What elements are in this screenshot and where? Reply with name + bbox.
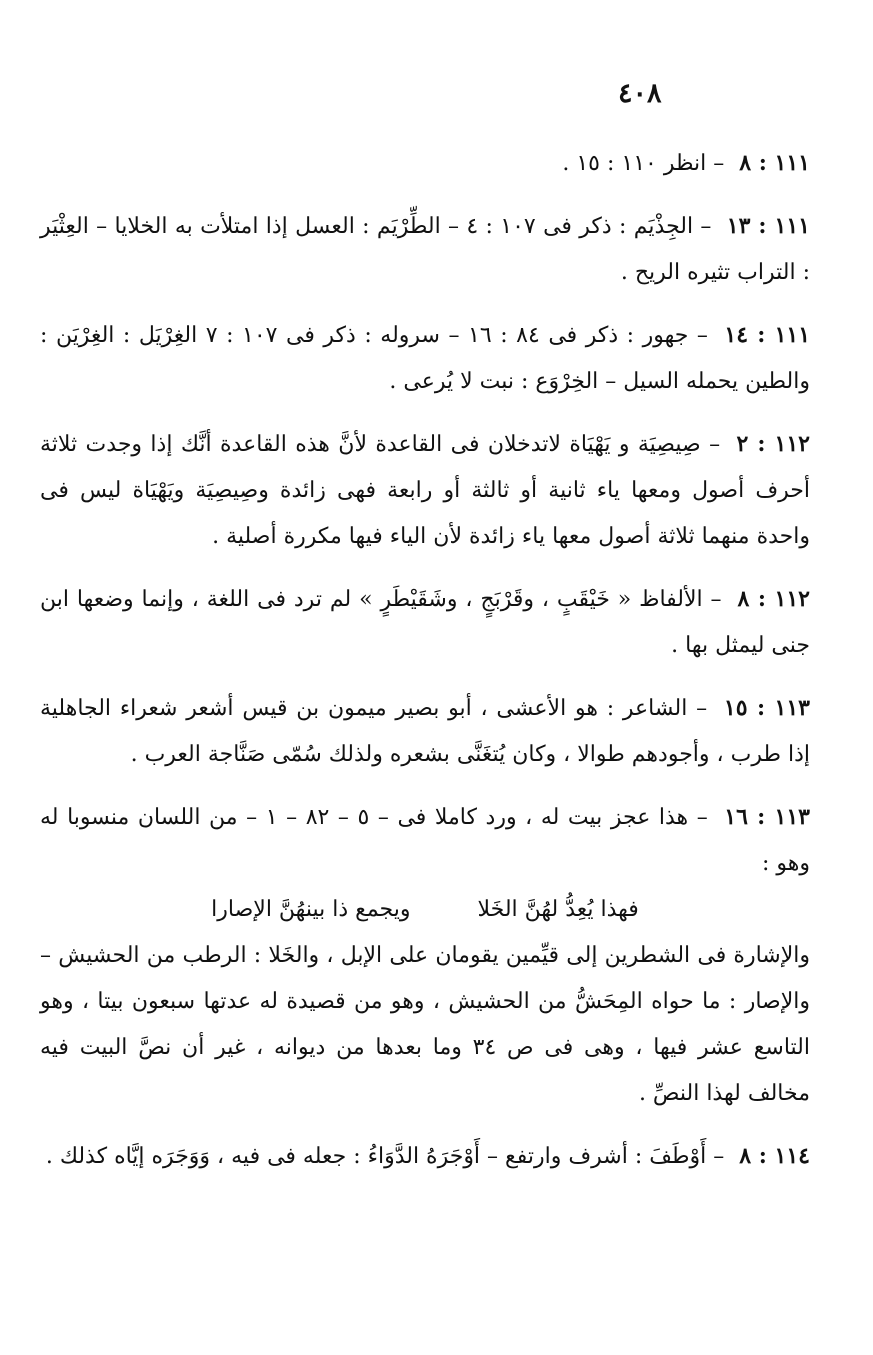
note-text: – هذا عجز بيت له ، ورد كاملا فى – ٥ – ٨٢ – ١ – من اللسان منسوبا له وهو : bbox=[40, 805, 810, 876]
note-113-16-explanation bbox=[40, 933, 810, 1117]
note-reference: ١١٣ : ١٦ bbox=[724, 804, 810, 830]
note-111-14 bbox=[40, 312, 810, 405]
verse-second-hemistich: ويجمع ذا بينهُنَّ الإصارا bbox=[211, 897, 411, 922]
verse-first-hemistich: فهذا يُعِدُّ لهُنَّ الخَلا bbox=[477, 897, 639, 922]
note-text: – الألفاظ « خَيْقَبٍ ، وقَرْبَجٍ ، وشَقَيْطَرٍ » لم ترد فى اللغة ، وإنما وضعها ابن جنى ليمثل بها . bbox=[40, 587, 810, 658]
note-reference: ١١٤ : ٨ bbox=[739, 1143, 810, 1169]
note-reference: ١١١ : ١٣ bbox=[726, 213, 810, 239]
note-113-15 bbox=[40, 685, 810, 778]
note-text: – الجِذْيَم : ذكر فى ١٠٧ : ٤ – الطِّرْيَم : العسل إذا امتلأت به الخلايا – العِثْيَر : التراب تثيره الريح . bbox=[40, 214, 810, 285]
note-113-16-intro bbox=[40, 794, 810, 887]
note-reference: ١١٣ : ١٥ bbox=[723, 695, 810, 721]
note-reference: ١١١ : ١٤ bbox=[724, 322, 811, 348]
note-text: – جهور : ذكر فى ٨٤ : ١٦ – سروله : ذكر فى ١٠٧ : ٧ الغِرْيَل : الغِرْيَن : والطين يحمله السيل – الخِرْوَع : نبت لا يُرعى . bbox=[40, 323, 810, 394]
note-111-13 bbox=[40, 203, 810, 296]
note-text: والإشارة فى الشطرين إلى قيِّمين يقومان على الإبل ، والخَلا : الرطب من الحشيش – والإصار : ما حواه المِحَشُّ من الحشيش ، وهو من قصيدة له عدتها سبعون بيتا ، وهو التاسع عشر فيها ، وهى فى ص ٣٤ وما بعدها من ديوانه ، غير أن نصَّ البيت فيه مخالف لهذا النصِّ . bbox=[40, 943, 810, 1106]
note-text: – انظر ١١٠ : ١٥ . bbox=[562, 151, 725, 176]
poetry-verse bbox=[40, 887, 810, 933]
note-114-8 bbox=[40, 1133, 810, 1180]
note-reference: ١١٢ : ٢ bbox=[736, 431, 810, 457]
note-112-8 bbox=[40, 576, 810, 669]
footnotes-list bbox=[40, 140, 810, 1196]
page-number: ٤٠٨ bbox=[618, 78, 662, 109]
note-reference: ١١٢ : ٨ bbox=[737, 586, 810, 612]
note-113-16 bbox=[40, 794, 810, 1117]
note-111-8 bbox=[40, 140, 810, 187]
note-112-2 bbox=[40, 421, 810, 560]
note-text: – أَوْطَفَ : أشرف وارتفع – أَوْجَرَهُ الدَّوَاءُ : جعله فى فيه ، وَوَجَرَه إيَّاه كذلك . bbox=[45, 1144, 725, 1169]
note-reference: ١١١ : ٨ bbox=[739, 150, 810, 176]
note-text: – الشاعر : هو الأعشى ، أبو بصير ميمون بن قيس أشعر شعراء الجاهلية إذا طرب ، وأجودهم طوالا ، وكان يُتغَنَّى بشعره ولذلك سُمّى صَنَّاجة العرب . bbox=[40, 696, 810, 767]
note-text: – صِيصِيَة و يَهْيَاة لاتدخلان فى القاعدة لأنَّ هذه القاعدة أنَّك إذا وجدت ثلاثة أحرف أصول ومعها ياء ثانية أو ثالثة أو رابعة فهى زائدة وصِيصِيَة ويَهْيَاة ليس فى واحدة منهما ثلاثة أصول معها ياء زائدة لأن الياء فيها مكررة أصلية . bbox=[40, 432, 810, 549]
